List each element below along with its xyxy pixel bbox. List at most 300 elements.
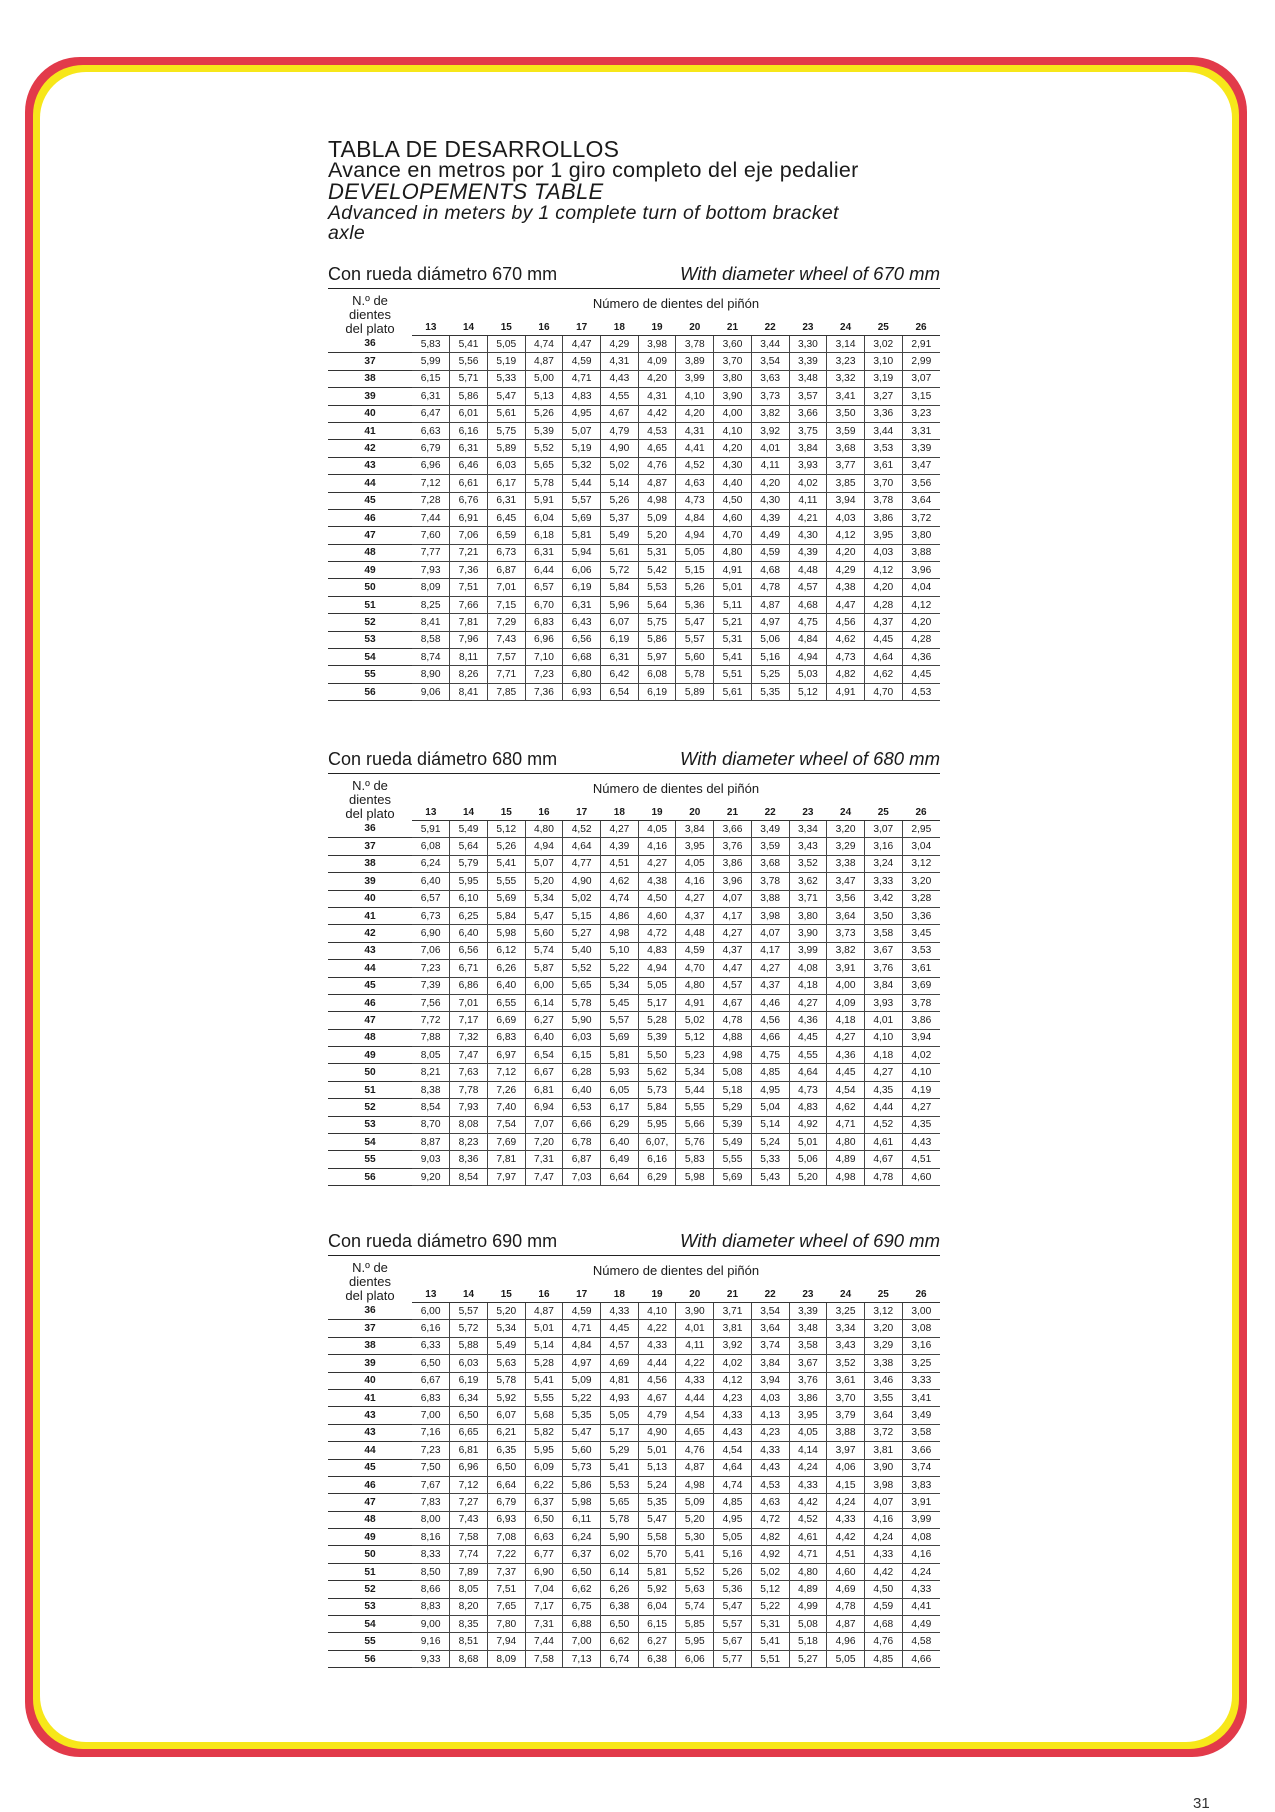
value-cell: 5,74 [676, 1598, 714, 1615]
value-cell: 7,06 [412, 942, 450, 959]
value-cell: 5,29 [714, 1099, 752, 1116]
value-cell: 8,23 [450, 1134, 488, 1151]
value-cell: 5,05 [601, 1407, 639, 1424]
value-cell: 6,09 [525, 1459, 563, 1476]
table-row [328, 1633, 940, 1650]
value-cell: 5,73 [638, 1081, 676, 1098]
value-cell: 5,78 [487, 1372, 525, 1389]
table-row [328, 1459, 940, 1476]
value-cell: 4,66 [902, 1650, 940, 1667]
value-cell: 7,54 [487, 1116, 525, 1133]
value-cell: 5,70 [638, 1546, 676, 1563]
value-cell: 5,35 [638, 1494, 676, 1511]
column-header: 26 [902, 317, 940, 336]
value-cell: 7,66 [450, 596, 488, 613]
value-cell: 5,60 [563, 1442, 601, 1459]
value-cell: 3,27 [864, 388, 902, 405]
value-cell: 6,75 [563, 1598, 601, 1615]
value-cell: 6,73 [487, 544, 525, 561]
value-cell: 5,35 [563, 1407, 601, 1424]
value-cell: 6,31 [525, 544, 563, 561]
value-cell: 3,78 [676, 336, 714, 353]
value-cell: 5,14 [751, 1116, 789, 1133]
value-cell: 3,79 [827, 1407, 865, 1424]
value-cell: 7,71 [487, 666, 525, 683]
value-cell: 8,87 [412, 1134, 450, 1151]
value-cell: 3,58 [789, 1337, 827, 1354]
value-cell: 5,41 [450, 336, 488, 353]
value-cell: 5,24 [638, 1476, 676, 1493]
value-cell: 8,25 [412, 596, 450, 613]
value-cell: 4,87 [525, 1303, 563, 1320]
value-cell: 5,12 [676, 1029, 714, 1046]
value-cell: 6,79 [487, 1494, 525, 1511]
value-cell: 5,06 [789, 1151, 827, 1168]
value-cell: 5,26 [714, 1563, 752, 1580]
table-row [328, 1029, 940, 1046]
value-cell: 7,69 [487, 1134, 525, 1151]
value-cell: 4,80 [714, 544, 752, 561]
value-cell: 5,02 [751, 1563, 789, 1580]
value-cell: 4,36 [789, 1012, 827, 1029]
column-header: 19 [638, 1284, 676, 1303]
value-cell: 3,71 [714, 1303, 752, 1320]
column-header: 24 [827, 317, 865, 336]
value-cell: 4,80 [676, 977, 714, 994]
table-row [328, 1064, 940, 1081]
plato-cell: 47 [328, 1012, 412, 1029]
plato-cell: 45 [328, 977, 412, 994]
value-cell: 6,04 [638, 1598, 676, 1615]
plato-header [328, 289, 412, 336]
value-cell: 4,92 [789, 1116, 827, 1133]
value-cell: 5,65 [563, 977, 601, 994]
value-cell: 3,20 [902, 873, 940, 890]
value-cell: 5,34 [525, 890, 563, 907]
value-cell: 5,84 [601, 579, 639, 596]
value-cell: 5,81 [601, 1047, 639, 1064]
value-cell: 3,39 [902, 440, 940, 457]
value-cell: 6,44 [525, 562, 563, 579]
table-row [328, 683, 940, 700]
value-cell: 3,52 [789, 855, 827, 872]
value-cell: 4,01 [751, 440, 789, 457]
value-cell: 6,63 [412, 422, 450, 439]
plato-cell: 46 [328, 1476, 412, 1493]
plato-header-line2: dientes [349, 306, 391, 322]
value-cell: 6,31 [563, 596, 601, 613]
table-row [328, 1081, 940, 1098]
value-cell: 6,94 [525, 1099, 563, 1116]
value-cell: 5,42 [638, 562, 676, 579]
value-cell: 5,05 [487, 336, 525, 353]
value-cell: 5,98 [676, 1168, 714, 1185]
value-cell: 6,27 [638, 1633, 676, 1650]
value-cell: 6,43 [563, 614, 601, 631]
value-cell: 5,69 [714, 1168, 752, 1185]
value-cell: 3,85 [827, 475, 865, 492]
value-cell: 6,40 [450, 925, 488, 942]
column-header-row [328, 802, 940, 821]
value-cell: 4,27 [864, 1064, 902, 1081]
value-cell: 4,13 [751, 1407, 789, 1424]
value-cell: 4,81 [601, 1372, 639, 1389]
value-cell: 4,53 [902, 683, 940, 700]
value-cell: 8,58 [412, 631, 450, 648]
value-cell: 4,24 [864, 1529, 902, 1546]
value-cell: 6,63 [525, 1529, 563, 1546]
value-cell: 3,12 [864, 1303, 902, 1320]
value-cell: 4,49 [902, 1616, 940, 1633]
table-row [328, 1511, 940, 1528]
plato-header-line2: dientes [349, 1273, 391, 1289]
value-cell: 5,98 [563, 1494, 601, 1511]
table-row [328, 509, 940, 526]
value-cell: 4,24 [827, 1494, 865, 1511]
table-row [328, 388, 940, 405]
plato-cell: 48 [328, 1029, 412, 1046]
value-cell: 3,90 [789, 925, 827, 942]
value-cell: 7,60 [412, 527, 450, 544]
value-cell: 3,59 [827, 422, 865, 439]
value-cell: 6,67 [412, 1372, 450, 1389]
plato-cell: 48 [328, 544, 412, 561]
value-cell: 3,44 [864, 422, 902, 439]
value-cell: 3,28 [902, 890, 940, 907]
table-title-row [328, 262, 940, 289]
value-cell: 3,86 [789, 1389, 827, 1406]
value-cell: 7,32 [450, 1029, 488, 1046]
value-cell: 5,91 [412, 821, 450, 838]
value-cell: 5,76 [676, 1134, 714, 1151]
value-cell: 3,02 [864, 336, 902, 353]
value-cell: 4,12 [864, 562, 902, 579]
value-cell: 6,27 [525, 1012, 563, 1029]
value-cell: 5,86 [563, 1476, 601, 1493]
value-cell: 4,21 [789, 509, 827, 526]
value-cell: 4,93 [601, 1389, 639, 1406]
table-row [328, 1355, 940, 1372]
column-header: 23 [789, 1284, 827, 1303]
value-cell: 4,16 [676, 873, 714, 890]
value-cell: 4,30 [789, 527, 827, 544]
value-cell: 7,08 [487, 1529, 525, 1546]
plato-cell: 40 [328, 405, 412, 422]
value-cell: 4,27 [902, 1099, 940, 1116]
value-cell: 4,47 [714, 960, 752, 977]
value-cell: 5,36 [676, 596, 714, 613]
value-cell: 5,20 [638, 527, 676, 544]
value-cell: 8,41 [450, 683, 488, 700]
value-cell: 5,60 [676, 649, 714, 666]
value-cell: 5,52 [563, 960, 601, 977]
value-cell: 3,64 [902, 492, 940, 509]
value-cell: 4,27 [714, 925, 752, 942]
value-cell: 6,53 [563, 1099, 601, 1116]
plato-cell: 38 [328, 855, 412, 872]
table-row [328, 579, 940, 596]
value-cell: 4,90 [638, 1424, 676, 1441]
value-cell: 3,88 [827, 1424, 865, 1441]
plato-cell: 36 [328, 336, 412, 353]
value-cell: 4,23 [751, 1424, 789, 1441]
value-cell: 4,94 [525, 838, 563, 855]
value-cell: 5,44 [676, 1081, 714, 1098]
subtitle-es: Avance en metros por 1 giro completo del eje pedalier [328, 158, 859, 182]
plato-cell: 54 [328, 649, 412, 666]
value-cell: 4,74 [525, 336, 563, 353]
column-header: 15 [487, 1284, 525, 1303]
value-cell: 7,81 [487, 1151, 525, 1168]
value-cell: 6,66 [563, 1116, 601, 1133]
value-cell: 3,70 [714, 353, 752, 370]
value-cell: 5,84 [487, 907, 525, 924]
value-cell: 5,17 [638, 994, 676, 1011]
value-cell: 9,06 [412, 683, 450, 700]
value-cell: 6,83 [412, 1389, 450, 1406]
value-cell: 6,69 [487, 1012, 525, 1029]
value-cell: 7,58 [525, 1650, 563, 1667]
value-cell: 3,74 [902, 1459, 940, 1476]
value-cell: 4,97 [751, 614, 789, 631]
value-cell: 7,31 [525, 1616, 563, 1633]
value-cell: 7,44 [412, 509, 450, 526]
value-cell: 3,71 [789, 890, 827, 907]
value-cell: 5,04 [751, 1099, 789, 1116]
plato-cell: 56 [328, 1650, 412, 1667]
value-cell: 6,40 [563, 1081, 601, 1098]
value-cell: 4,41 [902, 1598, 940, 1615]
value-cell: 6,02 [601, 1546, 639, 1563]
value-cell: 4,78 [751, 579, 789, 596]
value-cell: 4,52 [563, 821, 601, 838]
value-cell: 4,39 [751, 509, 789, 526]
value-cell: 4,09 [827, 994, 865, 1011]
column-header: 26 [902, 802, 940, 821]
column-header: 19 [638, 317, 676, 336]
value-cell: 5,94 [563, 544, 601, 561]
value-cell: 6,31 [450, 440, 488, 457]
value-cell: 3,29 [864, 1337, 902, 1354]
value-cell: 5,78 [563, 994, 601, 1011]
value-cell: 4,82 [751, 1529, 789, 1546]
value-cell: 5,27 [789, 1650, 827, 1667]
value-cell: 3,99 [902, 1511, 940, 1528]
value-cell: 6,15 [412, 370, 450, 387]
column-header: 16 [525, 317, 563, 336]
value-cell: 3,77 [827, 457, 865, 474]
value-cell: 6,59 [487, 527, 525, 544]
value-cell: 5,85 [676, 1616, 714, 1633]
value-cell: 6,74 [601, 1650, 639, 1667]
plato-cell: 36 [328, 1303, 412, 1320]
value-cell: 3,50 [827, 405, 865, 422]
value-cell: 4,01 [676, 1320, 714, 1337]
value-cell: 5,72 [450, 1320, 488, 1337]
value-cell: 3,67 [864, 942, 902, 959]
value-cell: 5,12 [789, 683, 827, 700]
value-cell: 4,10 [638, 1303, 676, 1320]
value-cell: 4,40 [714, 475, 752, 492]
value-cell: 3,42 [864, 890, 902, 907]
value-cell: 4,49 [751, 527, 789, 544]
column-header: 18 [601, 1284, 639, 1303]
value-cell: 6,38 [601, 1598, 639, 1615]
value-cell: 6,88 [563, 1616, 601, 1633]
plato-cell: 45 [328, 492, 412, 509]
value-cell: 4,07 [714, 890, 752, 907]
table-row [328, 1424, 940, 1441]
plato-cell: 41 [328, 1389, 412, 1406]
value-cell: 5,27 [563, 925, 601, 942]
value-cell: 6,90 [525, 1563, 563, 1580]
value-cell: 4,47 [563, 336, 601, 353]
value-cell: 4,33 [676, 1372, 714, 1389]
value-cell: 7,36 [525, 683, 563, 700]
value-cell: 4,98 [601, 925, 639, 942]
value-cell: 5,51 [751, 1650, 789, 1667]
column-header: 20 [676, 317, 714, 336]
value-cell: 5,37 [601, 509, 639, 526]
value-cell: 3,52 [827, 1355, 865, 1372]
value-cell: 4,29 [827, 562, 865, 579]
value-cell: 4,62 [601, 873, 639, 890]
value-cell: 5,25 [751, 666, 789, 683]
value-cell: 8,38 [412, 1081, 450, 1098]
column-header: 17 [563, 802, 601, 821]
value-cell: 5,33 [751, 1151, 789, 1168]
plato-cell: 51 [328, 1081, 412, 1098]
value-cell: 6,62 [563, 1581, 601, 1598]
value-cell: 5,63 [676, 1581, 714, 1598]
value-cell: 4,85 [714, 1494, 752, 1511]
page-number: 31 [1193, 1795, 1210, 1812]
value-cell: 5,41 [601, 1459, 639, 1476]
table-row [328, 1116, 940, 1133]
value-cell: 4,33 [902, 1581, 940, 1598]
value-cell: 5,20 [789, 1168, 827, 1185]
value-cell: 4,54 [827, 1081, 865, 1098]
plato-cell: 52 [328, 1099, 412, 1116]
value-cell: 3,94 [827, 492, 865, 509]
value-cell: 5,07 [563, 422, 601, 439]
value-cell: 4,31 [676, 422, 714, 439]
value-cell: 5,11 [714, 596, 752, 613]
value-cell: 5,61 [601, 544, 639, 561]
value-cell: 3,49 [902, 1407, 940, 1424]
value-cell: 4,61 [864, 1134, 902, 1151]
value-cell: 5,89 [487, 440, 525, 457]
value-cell: 5,64 [450, 838, 488, 855]
value-cell: 5,41 [525, 1372, 563, 1389]
table-row [328, 1151, 940, 1168]
plato-cell: 43 [328, 457, 412, 474]
value-cell: 5,49 [714, 1134, 752, 1151]
value-cell: 5,65 [525, 457, 563, 474]
value-cell: 6,61 [450, 475, 488, 492]
value-cell: 5,17 [601, 1424, 639, 1441]
value-cell: 7,23 [412, 1442, 450, 1459]
value-cell: 5,09 [676, 1494, 714, 1511]
value-cell: 4,59 [864, 1598, 902, 1615]
value-cell: 7,23 [525, 666, 563, 683]
value-cell: 5,26 [525, 405, 563, 422]
column-header: 13 [412, 1284, 450, 1303]
value-cell: 4,91 [676, 994, 714, 1011]
value-cell: 3,78 [902, 994, 940, 1011]
plato-header-line1: N.º de [352, 292, 388, 308]
plato-cell: 43 [328, 1407, 412, 1424]
value-cell: 3,48 [789, 1320, 827, 1337]
value-cell: 6,55 [487, 994, 525, 1011]
value-cell: 7,72 [412, 1012, 450, 1029]
value-cell: 6,96 [450, 1459, 488, 1476]
value-cell: 4,48 [789, 562, 827, 579]
value-cell: 4,27 [751, 960, 789, 977]
column-header: 23 [789, 317, 827, 336]
value-cell: 4,33 [751, 1442, 789, 1459]
value-cell: 5,20 [487, 1303, 525, 1320]
value-cell: 4,20 [638, 370, 676, 387]
value-cell: 5,87 [525, 960, 563, 977]
value-cell: 4,10 [864, 1029, 902, 1046]
value-cell: 4,73 [676, 492, 714, 509]
value-cell: 6,40 [525, 1029, 563, 1046]
value-cell: 6,42 [601, 666, 639, 683]
value-cell: 5,60 [525, 925, 563, 942]
value-cell: 5,61 [714, 683, 752, 700]
column-header: 15 [487, 802, 525, 821]
value-cell: 6,80 [563, 666, 601, 683]
plato-cell: 43 [328, 942, 412, 959]
header-row [328, 774, 940, 802]
table-row [328, 1529, 940, 1546]
value-cell: 5,31 [751, 1616, 789, 1633]
value-cell: 6,93 [563, 683, 601, 700]
value-cell: 6,45 [487, 509, 525, 526]
plato-cell: 38 [328, 370, 412, 387]
value-cell: 4,90 [563, 873, 601, 890]
value-cell: 4,95 [751, 1081, 789, 1098]
value-cell: 4,94 [789, 649, 827, 666]
value-cell: 3,68 [751, 855, 789, 872]
value-cell: 4,74 [601, 890, 639, 907]
plato-cell: 39 [328, 388, 412, 405]
value-cell: 5,30 [676, 1529, 714, 1546]
value-cell: 4,83 [789, 1099, 827, 1116]
column-header: 14 [450, 802, 488, 821]
value-cell: 7,10 [525, 649, 563, 666]
value-cell: 3,31 [902, 422, 940, 439]
value-cell: 7,01 [450, 994, 488, 1011]
value-cell: 6,29 [601, 1116, 639, 1133]
value-cell: 6,83 [525, 614, 563, 631]
value-cell: 4,59 [751, 544, 789, 561]
value-cell: 5,68 [525, 1407, 563, 1424]
value-cell: 4,77 [563, 855, 601, 872]
value-cell: 4,06 [827, 1459, 865, 1476]
value-cell: 5,51 [714, 666, 752, 683]
value-cell: 5,29 [601, 1442, 639, 1459]
value-cell: 7,12 [412, 475, 450, 492]
column-header: 15 [487, 317, 525, 336]
value-cell: 3,38 [827, 855, 865, 872]
value-cell: 5,66 [676, 1116, 714, 1133]
value-cell: 6,19 [601, 631, 639, 648]
column-header: 24 [827, 1284, 865, 1303]
value-cell: 5,64 [638, 596, 676, 613]
value-cell: 5,09 [563, 1372, 601, 1389]
